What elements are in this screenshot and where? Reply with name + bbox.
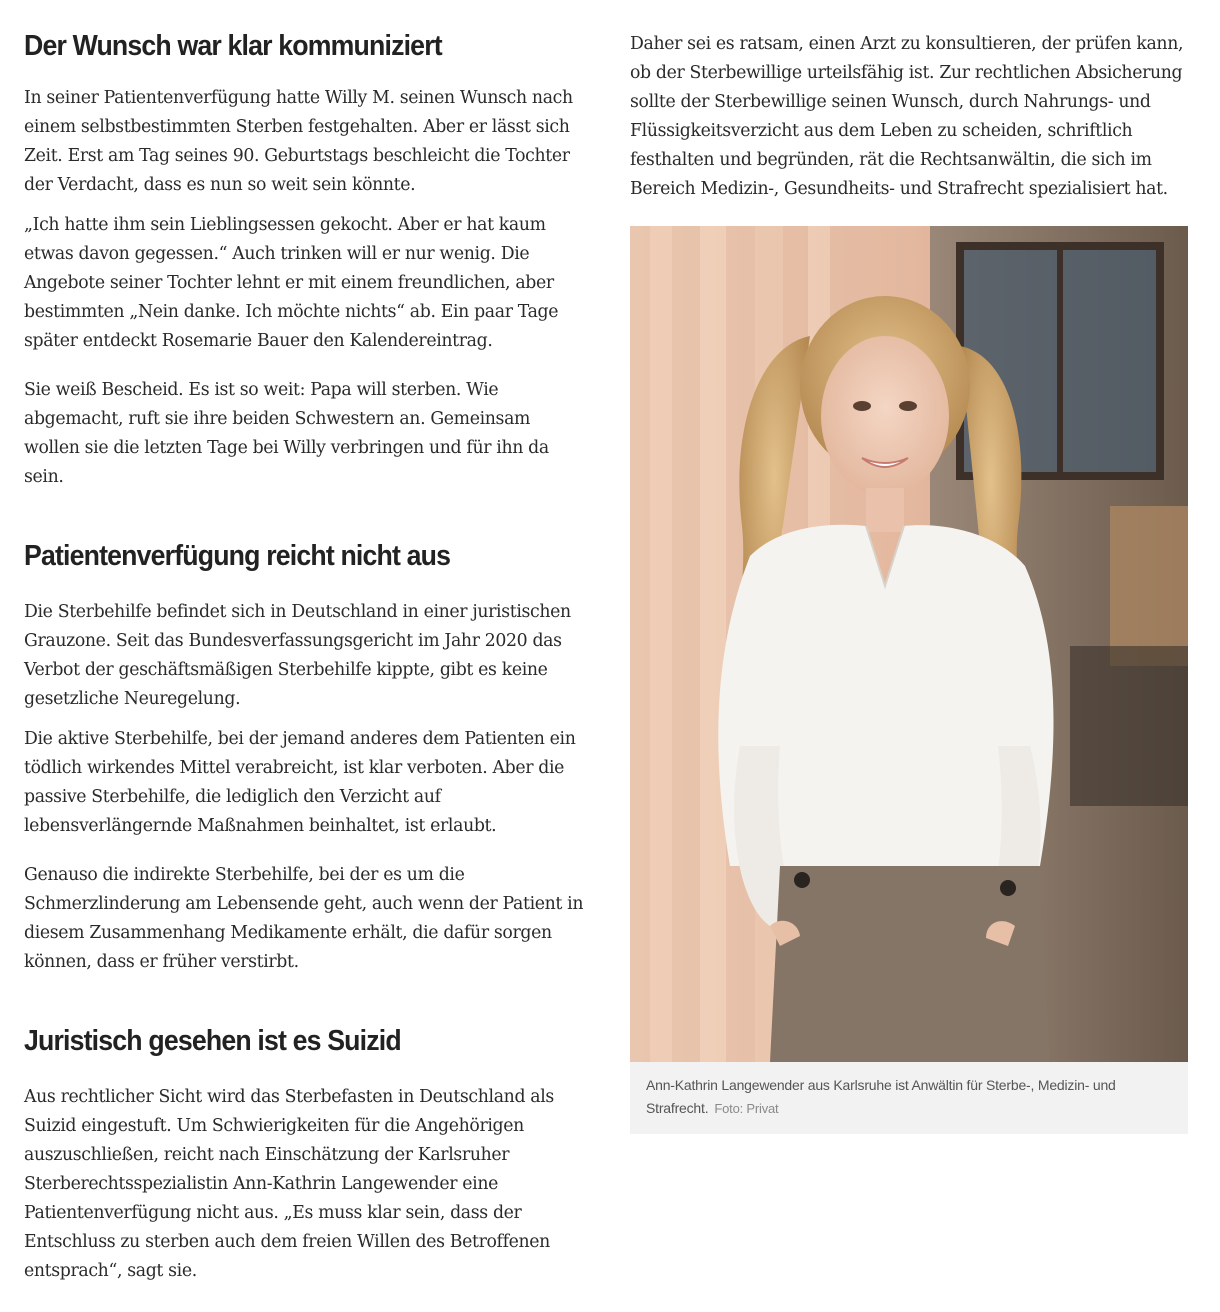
photo-credit: Foto: Privat <box>714 1101 779 1116</box>
article-figure <box>630 226 1188 1134</box>
article-right-column <box>630 30 1188 1134</box>
paragraph: Genauso die indirekte Sterbehilfe, bei der es um die Schmerzlinderung am Lebensende geht, auch wenn der Patient in diesem Zusammenhang Medikamente erhält, die dafür sorgen können, dass er früher verstirbt. <box>24 865 584 972</box>
caption-text: Ann-Kathrin Langewender aus Karlsruhe ist Anwältin für Sterbe-, Medizin- und Strafrecht. <box>646 1077 1116 1116</box>
paragraph: In seiner Patientenverfügung hatte Willy M. seinen Wunsch nach einem selbstbestimmten Sterben festgehalten. Aber er lässt sich Zeit. Erst am Tag seines 90. Geburtstags beschleicht die Tochter der Verdacht, dass es nun so weit sein könnte. <box>24 88 573 195</box>
paragraph: „Ich hatte ihm sein Lieblingsessen gekocht. Aber er hat kaum etwas davon gegessen.“ Auch trinken will er nur wenig. Die Angebote seiner Tochter lehnt er mit einem freundlichen, aber bestimmten „Nein danke. Ich möchte nichts“ ab. Ein paar Tage später entdeckt Rosemarie Bauer den Kalendereintrag. <box>24 215 559 351</box>
section-heading-juristisch: Juristisch gesehen ist es Suizid <box>24 1025 401 1057</box>
paragraph: Die aktive Sterbehilfe, bei der jemand anderes dem Patienten ein tödlich wirkendes Mittel verabreicht, ist klar verboten. Aber die passive Sterbehilfe, die lediglich den Verzicht auf lebensverlängernde Maßnahmen beinhaltet, ist erlaubt. <box>24 729 576 836</box>
photo-caption <box>630 1062 1188 1134</box>
section-heading-patientenverfuegung: Patientenverfügung reicht nicht aus <box>24 540 451 572</box>
paragraph: Daher sei es ratsam, einen Arzt zu konsultieren, der prüfen kann, ob der Sterbewillige urteilsfähig ist. Zur rechtlichen Absicherung sollte der Sterbewillige seinen Wunsch, durch Nahrungs- und Flüssigkeitsverzicht aus dem Leben zu scheiden, schriftlich festhalten und begründen, rät die Rechtsanwältin, die sich im Bereich Medizin-, Gesundheits- und Strafrecht spezialisiert hat. <box>630 34 1184 199</box>
paragraph: Sie weiß Bescheid. Es ist so weit: Papa will sterben. Wie abgemacht, ruft sie ihre beiden Schwestern an. Gemeinsam wollen sie die letzten Tage bei Willy verbringen und für ihn da sein. <box>24 380 549 487</box>
paragraph: Aus rechtlicher Sicht wird das Sterbefasten in Deutschland als Suizid eingestuft. Um Schwierigkeiten für die Angehörigen auszuschließen, reicht nach Einschätzung der Karlsruher Sterberechtsspezialistin Ann-Kathrin Langewender eine Patientenverfügung nicht aus. „Es muss klar sein, dass der Entschluss zu sterben auch dem freien Willen des Betroffenen entsprach“, sagt sie. <box>24 1087 554 1281</box>
article-left-column <box>24 28 584 1286</box>
section-heading-wunsch: Der Wunsch war klar kommuniziert <box>24 30 442 62</box>
portrait-photo[interactable] <box>630 226 1188 1062</box>
paragraph: Die Sterbehilfe befindet sich in Deutschland in einer juristischen Grauzone. Seit das Bundesverfassungsgericht im Jahr 2020 das Verbot der geschäftsmäßigen Sterbehilfe kippte, gibt es keine gesetzliche Neuregelung. <box>24 602 571 709</box>
